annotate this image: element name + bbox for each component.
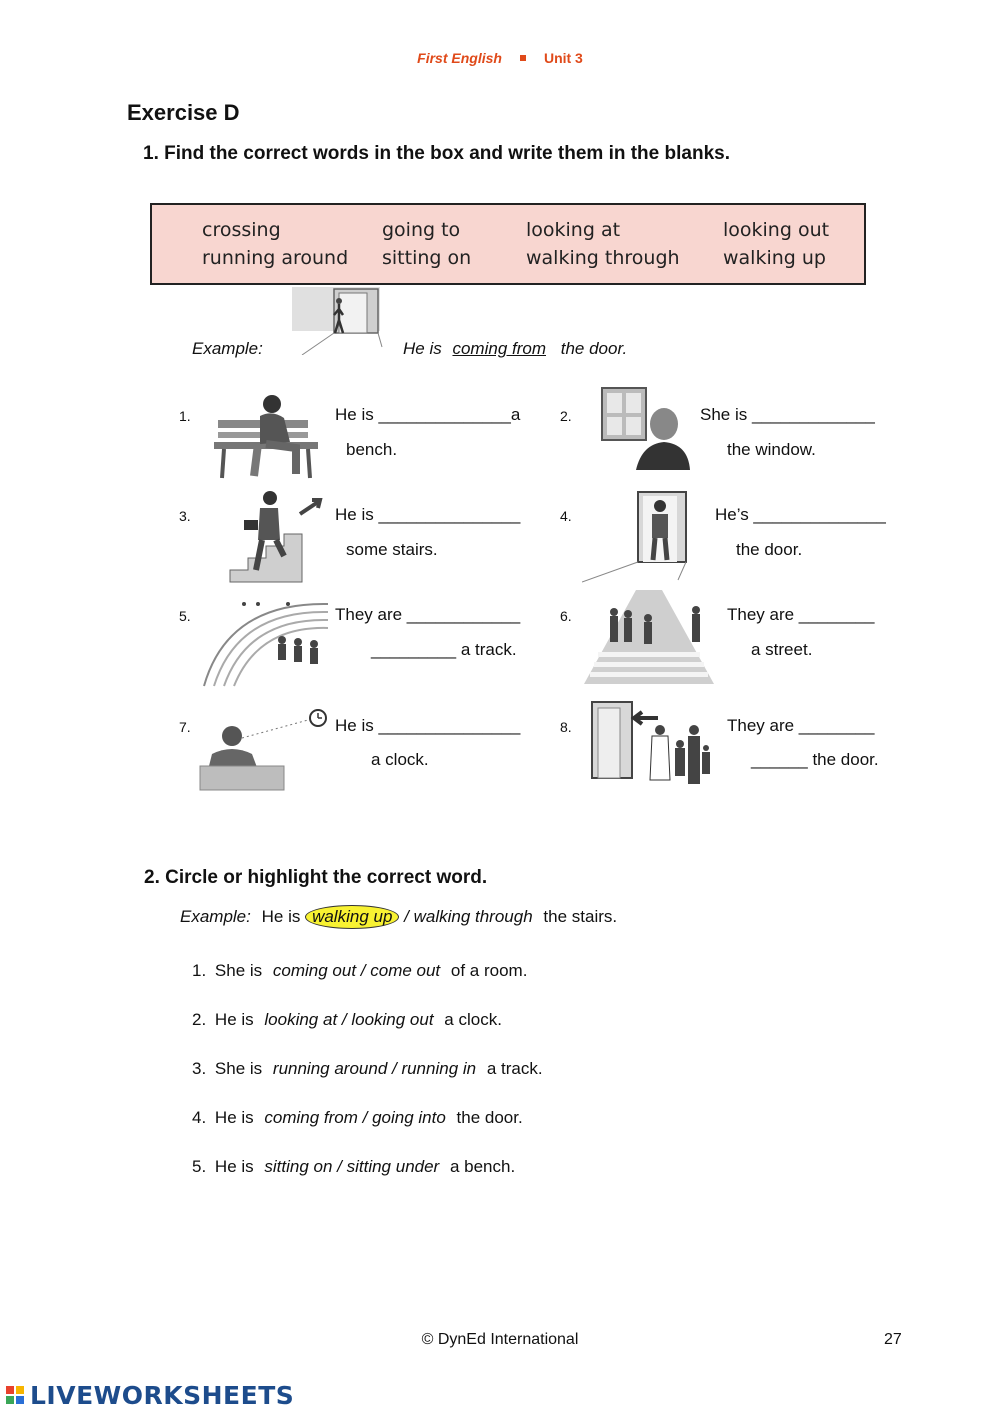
- brand-name: LIVEWORKSHEETS: [30, 1380, 295, 1410]
- item-line2: bench.: [346, 440, 398, 459]
- unit-label: Unit 3: [543, 50, 583, 66]
- part2-item-choice[interactable]: sitting on / sitting under: [264, 1157, 440, 1176]
- page-header: [0, 50, 1000, 66]
- part2-item-number: 1.: [192, 961, 207, 980]
- bench-illustration: [210, 390, 328, 482]
- item-number: 2.: [560, 408, 572, 424]
- item-line2: a clock.: [371, 750, 429, 769]
- item-line2: some stairs.: [346, 540, 438, 559]
- clock-watching-illustration: [198, 704, 332, 792]
- word-box-item: looking out: [723, 219, 830, 241]
- item-line1[interactable]: He’s ______________: [715, 505, 886, 524]
- copyright: © DynEd International: [421, 1331, 579, 1348]
- part2-instruction: 2. Circle or highlight the correct word.: [144, 867, 488, 888]
- item-number: 8.: [560, 719, 572, 735]
- part2-item-number: 4.: [192, 1108, 207, 1127]
- part2-item-suffix: a track.: [486, 1059, 543, 1078]
- word-box-item: walking through: [526, 247, 680, 269]
- part2-example-label: Example:: [180, 907, 251, 926]
- highlighted-choice[interactable]: walking up: [305, 905, 399, 929]
- word-box-item: running around: [202, 247, 349, 269]
- word-box-item: going to: [382, 219, 461, 241]
- part2-item: [192, 961, 527, 981]
- item-line2[interactable]: _________ a track.: [371, 640, 517, 659]
- exercise-title: Exercise D: [127, 100, 240, 125]
- example-answer: coming from: [452, 339, 546, 358]
- word-box: [150, 203, 866, 285]
- part2-example-alternative[interactable]: / walking through: [404, 907, 533, 926]
- part2-item-choice[interactable]: coming out / come out: [272, 961, 441, 980]
- part2-item-prefix: He is: [214, 1010, 254, 1029]
- liveworksheets-logo: [6, 1380, 294, 1410]
- logo-grid-icon: [6, 1386, 24, 1404]
- part2-item-choice[interactable]: looking at / looking out: [264, 1010, 434, 1029]
- item-line1[interactable]: He is _______________: [335, 716, 521, 735]
- part2-item-prefix: He is: [214, 1157, 254, 1176]
- item-number: 1.: [179, 408, 191, 424]
- part2-item-number: 2.: [192, 1010, 207, 1029]
- item-number: 6.: [560, 608, 572, 624]
- book-title: First English: [417, 50, 502, 66]
- item-line1[interactable]: They are ________: [727, 605, 875, 624]
- example-suffix: the door.: [560, 339, 628, 358]
- part2-example: [180, 905, 617, 929]
- part2-item-prefix: She is: [214, 1059, 263, 1078]
- window-illustration: [598, 386, 694, 472]
- item-number: 3.: [179, 508, 191, 524]
- word-box-item: sitting on: [382, 247, 472, 269]
- track-illustration: [198, 598, 330, 690]
- item-line2[interactable]: ______ the door.: [751, 750, 879, 769]
- part2-example-suffix: the stairs.: [543, 907, 618, 926]
- example-sentence: [403, 339, 627, 359]
- item-line2: the door.: [736, 540, 803, 559]
- example-prefix: He is: [403, 339, 442, 358]
- part2-item: [192, 1157, 515, 1177]
- part2-item-number: 3.: [192, 1059, 207, 1078]
- part2-item-prefix: He is: [214, 1108, 254, 1127]
- item-number: 7.: [179, 719, 191, 735]
- item-line1[interactable]: She is _____________: [700, 405, 875, 424]
- bullet-square-icon: [520, 55, 526, 61]
- stairs-illustration: [228, 490, 328, 586]
- word-box-item: crossing: [202, 219, 281, 241]
- part2-item: [192, 1010, 502, 1030]
- item-line1[interactable]: He is _______________: [335, 505, 521, 524]
- word-box-item: walking up: [723, 247, 826, 269]
- part2-item-suffix: a clock.: [444, 1010, 502, 1029]
- item-line2: the window.: [727, 440, 816, 459]
- part2-item: [192, 1108, 523, 1128]
- part2-item-suffix: of a room.: [450, 961, 528, 980]
- part2-item-suffix: a bench.: [449, 1157, 516, 1176]
- example-label: Example:: [192, 339, 263, 358]
- example-door-illustration: [292, 287, 384, 355]
- page-number: 27: [884, 1331, 902, 1348]
- part2-example-prefix: He is: [261, 907, 301, 926]
- doorway-illustration: [582, 490, 692, 584]
- part2-item-suffix: the door.: [456, 1108, 523, 1127]
- family-door-illustration: [590, 700, 714, 790]
- item-number: 4.: [560, 508, 572, 524]
- item-line1[interactable]: They are ________: [727, 716, 875, 735]
- street-crossing-illustration: [584, 588, 714, 684]
- part2-item-number: 5.: [192, 1157, 207, 1176]
- item-line1[interactable]: He is ______________a: [335, 405, 521, 424]
- word-box-item: looking at: [526, 219, 621, 241]
- part1-instruction: 1. Find the correct words in the box and write them in the blanks.: [143, 143, 730, 164]
- part2-item: [192, 1059, 543, 1079]
- item-line1[interactable]: They are ____________: [335, 605, 521, 624]
- part2-item-choice[interactable]: running around / running in: [272, 1059, 477, 1078]
- item-line2: a street.: [751, 640, 813, 659]
- part2-item-choice[interactable]: coming from / going into: [264, 1108, 446, 1127]
- item-number: 5.: [179, 608, 191, 624]
- part2-item-prefix: She is: [214, 961, 263, 980]
